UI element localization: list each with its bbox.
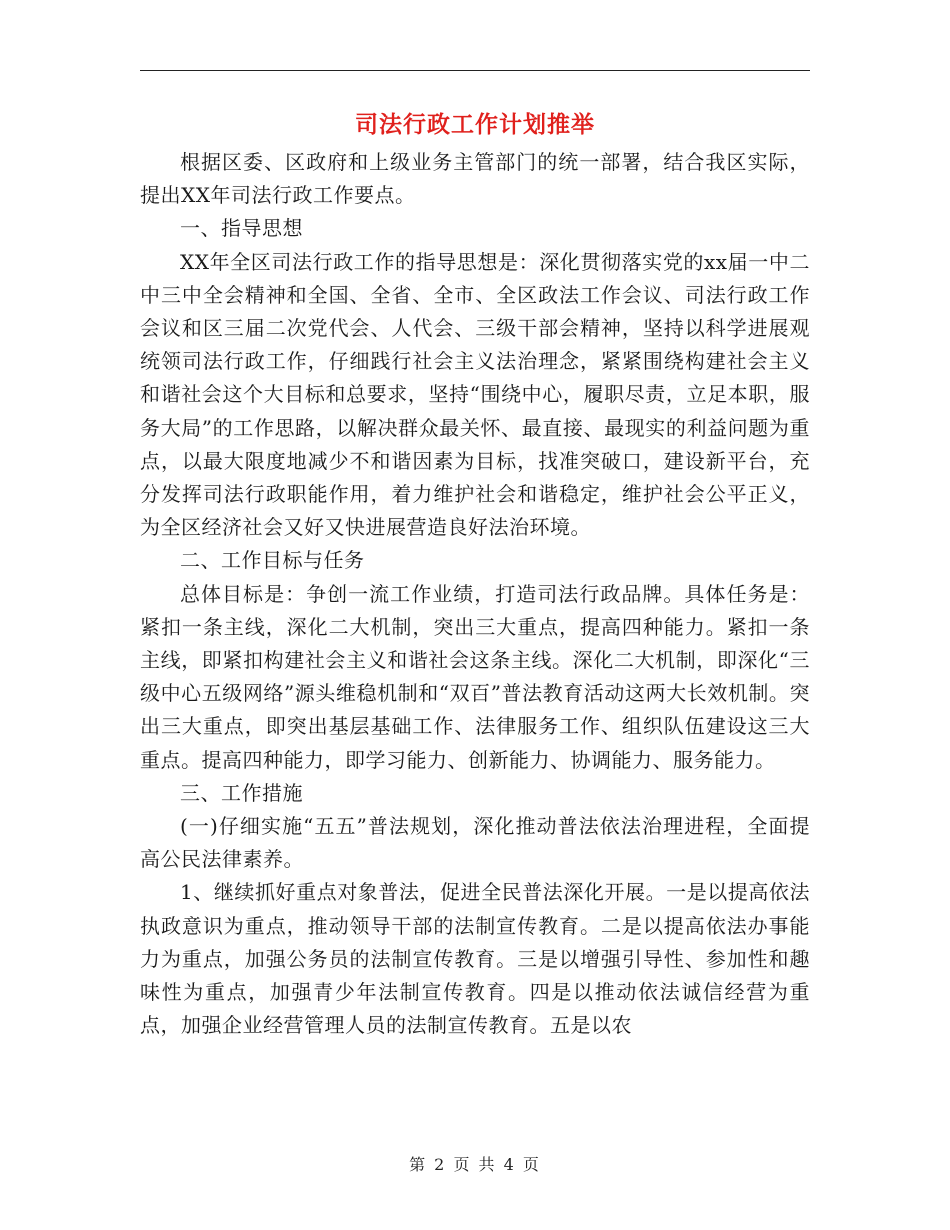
heading-guiding-ideology: 一、指导思想: [180, 216, 303, 241]
heading-goals-tasks: 二、工作目标与任务: [180, 548, 365, 573]
document-body: [140, 146, 810, 1042]
paragraph-intro: 根据区委、区政府和上级业务主管部门的统一部署，结合我区实际，提出XX年司法行政工作要点。: [140, 150, 810, 208]
document-title: 司法行政工作计划推举: [355, 112, 595, 138]
paragraph-measure-1: (一)仔细实施“五五”普法规划，深化推动普法依法治理进程，全面提高公民法律素养。: [140, 814, 810, 872]
paragraph-measure-1-1: 1、继续抓好重点对象普法，促进全民普法深化开展。一是以提高依法执政意识为重点，推动领导干部的法制宣传教育。二是以提高依法办事能力为重点，加强公务员的法制宣传教育。三是以增强引导性、参加性和趣味性为重点，加强青少年法制宣传教育。四是以推动依法诚信经营为重点，加强企业经营管理人员的法制宣传教育。五是以农: [140, 880, 810, 1038]
heading-work-measures: 三、工作措施: [180, 780, 303, 805]
page-number-footer: 第 2 页 共 4 页: [409, 1155, 541, 1174]
paragraph-goals-tasks: 总体目标是：争创一流工作业绩，打造司法行政品牌。具体任务是：紧扣一条主线，深化二大机制，突出三大重点，提高四种能力。紧扣一条主线，即紧扣构建社会主义和谐社会这条主线。深化二大机制，即深化“三级中心五级网络”源头维稳机制和“双百”普法教育活动这两大长效机制。突出三大重点，即突出基层基础工作、法律服务工作、组织队伍建设这三大重点。提高四种能力，即学习能力、创新能力、协调能力、服务能力。: [140, 581, 810, 772]
paragraph-guiding-ideology: XX年全区司法行政工作的指导思想是：深化贯彻落实党的xx届一中二中三中全会精神和全国、全省、全市、全区政法工作会议、司法行政工作会议和区三届二次党代会、人代会、三级干部会精神，坚持以科学进展观统领司法行政工作，仔细践行社会主义法治理念，紧紧围绕构建社会主义和谐社会这个大目标和总要求，坚持“围绕中心，履职尽责，立足本职，服务大局”的工作思路，以解决群众最关怀、最直接、最现实的利益问题为重点，以最大限度地减少不和谐因素为目标，找准突破口，建设新平台，充分发挥司法行政职能作用，着力维护社会和谐稳定，维护社会公平正义，为全区经济社会又好又快进展营造良好法治环境。: [140, 249, 810, 540]
header-rule: [140, 70, 810, 71]
